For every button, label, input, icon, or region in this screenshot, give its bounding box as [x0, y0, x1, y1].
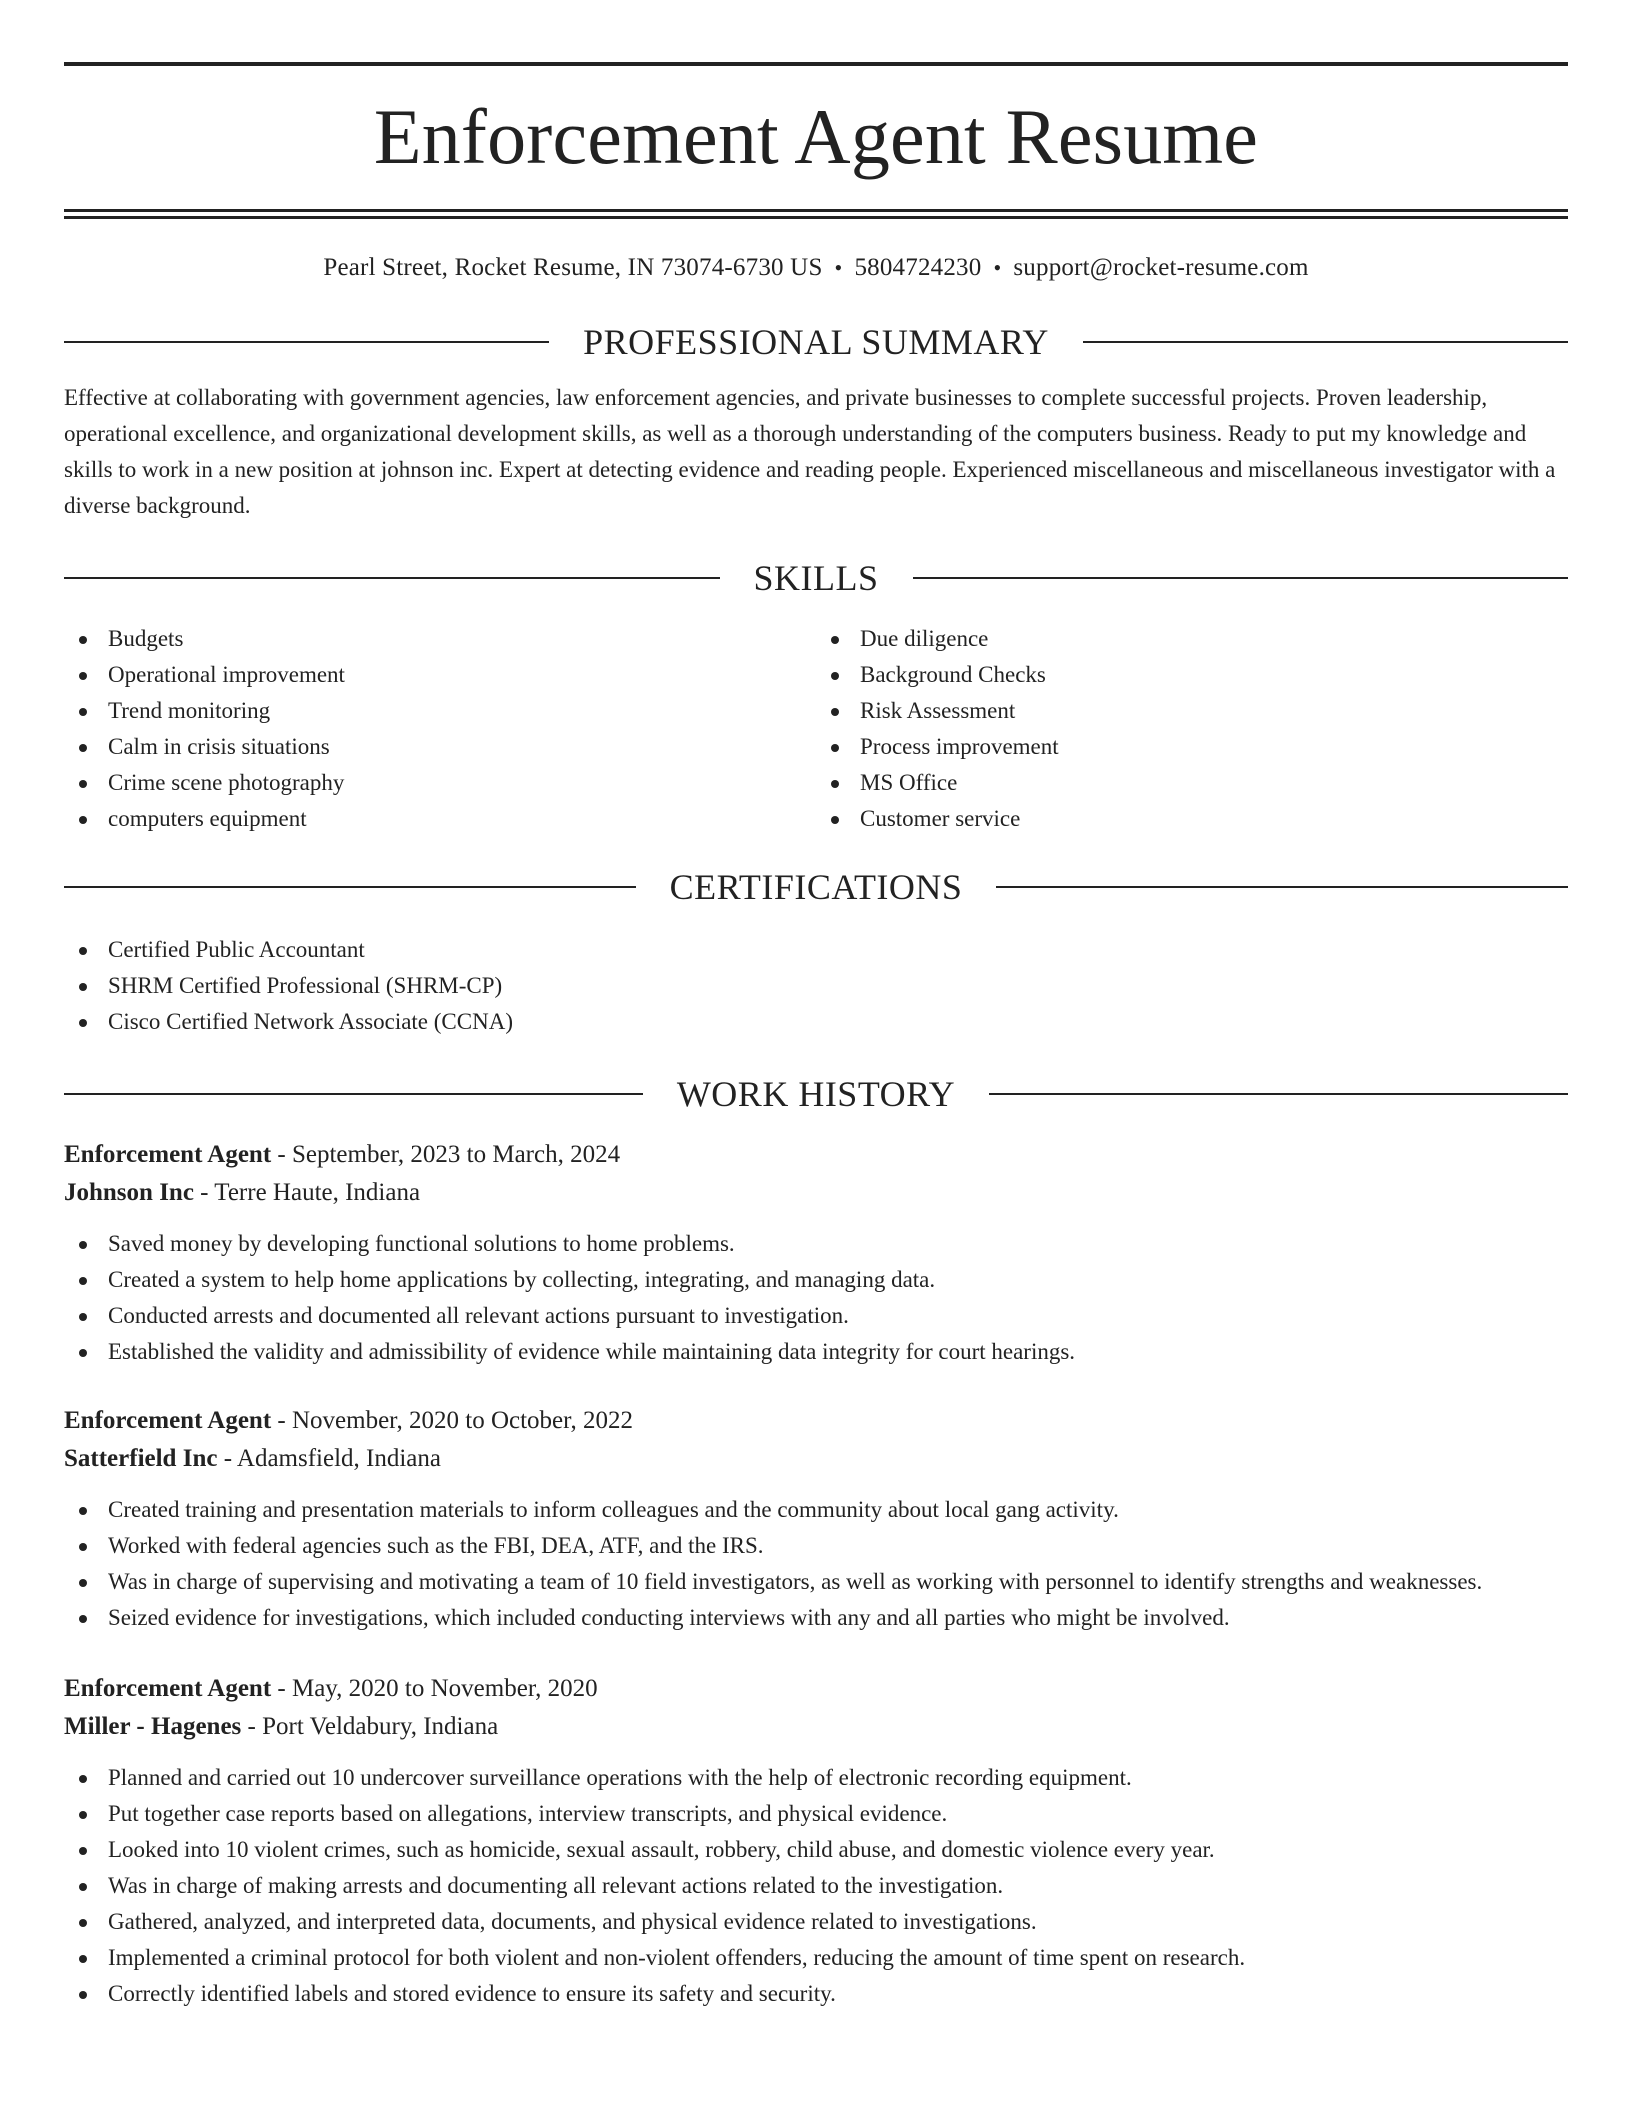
skill-item: Crime scene photography: [64, 765, 816, 801]
contact-separator: •: [993, 255, 1002, 280]
job-company: Satterfield Inc: [64, 1445, 218, 1472]
heading-rule-right: [989, 1093, 1568, 1095]
job-title-line: [64, 1136, 1568, 1174]
section-title: PROFESSIONAL SUMMARY: [583, 322, 1049, 362]
skill-item: Calm in crisis situations: [64, 729, 816, 765]
section-heading-summary: [64, 324, 1568, 360]
skill-item: Trend monitoring: [64, 693, 816, 729]
heading-rule-left: [64, 341, 549, 343]
job-title: Enforcement Agent: [64, 1141, 272, 1168]
job-bullet: Created a system to help home applications by collecting, integrating, and managing data.: [64, 1262, 1568, 1298]
job-dates: - May, 2020 to November, 2020: [271, 1675, 598, 1702]
heading-rule-left: [64, 886, 636, 888]
job-bullet: Looked into 10 violent crimes, such as homicide, sexual assault, robbery, child abuse, and domestic violence every year.: [64, 1832, 1568, 1868]
job-company: Johnson Inc: [64, 1179, 194, 1206]
job-bullet: Was in charge of supervising and motivating a team of 10 field investigators, as well as working with personnel to identify strengths and weaknesses.: [64, 1564, 1568, 1600]
job-dates: - November, 2020 to October, 2022: [271, 1407, 633, 1434]
certification-item: Cisco Certified Network Associate (CCNA): [64, 1004, 1568, 1040]
job-entry: [64, 1670, 1568, 2012]
title-double-rule: [64, 209, 1568, 219]
contact-email: support@rocket-resume.com: [1013, 254, 1309, 281]
heading-rule-left: [64, 1093, 643, 1095]
section-heading-certifications: [64, 869, 1568, 905]
job-company-line: [64, 1174, 1568, 1212]
job-title: Enforcement Agent: [64, 1407, 272, 1434]
skill-item: Process improvement: [816, 729, 1568, 765]
skills-list-left: [64, 621, 816, 837]
job-location: - Port Veldabury, Indiana: [241, 1713, 499, 1740]
skill-item: Background Checks: [816, 657, 1568, 693]
certifications-list: [64, 932, 1568, 1040]
job-title-line: [64, 1402, 1568, 1440]
job-bullet: Worked with federal agencies such as the FBI, DEA, ATF, and the IRS.: [64, 1528, 1568, 1564]
contact-address: Pearl Street, Rocket Resume, IN 73074-6730 US: [323, 254, 823, 281]
job-company-line: [64, 1440, 1568, 1478]
skill-item: computers equipment: [64, 801, 816, 837]
heading-rule-left: [64, 577, 720, 579]
certification-item: SHRM Certified Professional (SHRM-CP): [64, 968, 1568, 1004]
job-bullets: [64, 1226, 1568, 1370]
job-bullets: [64, 1760, 1568, 2012]
skill-item: Budgets: [64, 621, 816, 657]
job-bullet: Saved money by developing functional solutions to home problems.: [64, 1226, 1568, 1262]
job-entry: [64, 1136, 1568, 1370]
page-title: Enforcement Agent Resume: [373, 93, 1259, 180]
heading-rule-right: [1083, 341, 1568, 343]
job-bullet: Gathered, analyzed, and interpreted data, documents, and physical evidence related to investigations.: [64, 1904, 1568, 1940]
heading-rule-right: [913, 577, 1569, 579]
section-title: WORK HISTORY: [676, 1074, 956, 1114]
skills-columns: [64, 621, 1568, 837]
heading-rule-right: [996, 886, 1568, 888]
job-location: - Terre Haute, Indiana: [193, 1179, 421, 1206]
job-entry: [64, 1402, 1568, 1636]
job-company-line: [64, 1708, 1568, 1746]
job-company: Miller - Hagenes: [64, 1713, 242, 1740]
contact-phone: 5804724230: [854, 254, 982, 281]
job-bullets: [64, 1492, 1568, 1636]
section-heading-work-history: [64, 1076, 1568, 1112]
contact-separator: •: [834, 255, 843, 280]
section-title: CERTIFICATIONS: [669, 867, 963, 907]
job-title-line: [64, 1670, 1568, 1708]
job-bullet: Was in charge of making arrests and documenting all relevant actions related to the investigation.: [64, 1868, 1568, 1904]
job-bullet: Seized evidence for investigations, which included conducting interviews with any and all parties who might be involved.: [64, 1600, 1568, 1636]
skill-item: Operational improvement: [64, 657, 816, 693]
summary-text: Effective at collaborating with government agencies, law enforcement agencies, and private businesses to complete successful projects. Proven leadership, operational excellence, and organizational development skills, as well as a thorough understanding of the computers business. Ready to put my knowledge and skills to work in a new position at johnson inc. Expert at detecting evidence and reading people. Experienced miscellaneous and miscellaneous investigator with a diverse background.: [64, 385, 1556, 518]
job-bullet: Created training and presentation materials to inform colleagues and the community about local gang activity.: [64, 1492, 1568, 1528]
certification-item: Certified Public Accountant: [64, 932, 1568, 968]
job-bullet: Put together case reports based on allegations, interview transcripts, and physical evidence.: [64, 1796, 1568, 1832]
job-title: Enforcement Agent: [64, 1675, 272, 1702]
section-title: SKILLS: [753, 558, 879, 598]
top-rule: [64, 62, 1568, 66]
skill-item: MS Office: [816, 765, 1568, 801]
job-bullet: Correctly identified labels and stored evidence to ensure its safety and security.: [64, 1976, 1568, 2012]
skill-item: Risk Assessment: [816, 693, 1568, 729]
job-bullet: Implemented a criminal protocol for both violent and non-violent offenders, reducing the amount of time spent on research.: [64, 1940, 1568, 1976]
job-bullet: Established the validity and admissibility of evidence while maintaining data integrity for court hearings.: [64, 1334, 1568, 1370]
skills-list-right: [816, 621, 1568, 837]
job-dates: - September, 2023 to March, 2024: [271, 1141, 621, 1168]
skill-item: Due diligence: [816, 621, 1568, 657]
job-bullet: Conducted arrests and documented all relevant actions pursuant to investigation.: [64, 1298, 1568, 1334]
job-location: - Adamsfield, Indiana: [217, 1445, 442, 1472]
skill-item: Customer service: [816, 801, 1568, 837]
section-heading-skills: [64, 560, 1568, 596]
job-bullet: Planned and carried out 10 undercover surveillance operations with the help of electronic recording equipment.: [64, 1760, 1568, 1796]
contact-line: [64, 255, 1568, 280]
